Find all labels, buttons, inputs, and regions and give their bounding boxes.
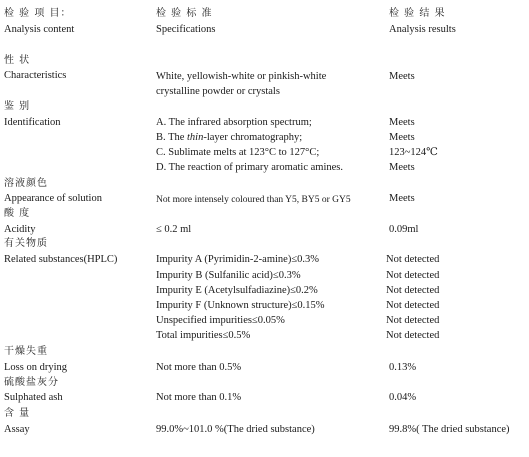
appearance-label-zh: 溶液颜色 xyxy=(4,178,48,189)
loss-on-drying-result: 0.13% xyxy=(389,362,417,373)
identification-result-c: 123~124℃ xyxy=(389,147,438,158)
acidity-label-zh: 酸 度 xyxy=(4,208,31,219)
characteristics-label-en: Characteristics xyxy=(4,70,67,81)
characteristics-label-zh: 性 状 xyxy=(4,55,31,66)
loss-on-drying-label-en: Loss on drying xyxy=(4,362,67,373)
sulphated-ash-result: 0.04% xyxy=(389,392,417,403)
related-spec-b: Impurity B (Sulfanilic acid)≤0.3% xyxy=(156,270,301,281)
related-spec-unspecified: Unspecified impurities≤0.05% xyxy=(156,315,285,326)
assay-label-zh: 含 量 xyxy=(4,408,31,419)
related-spec-e: Impurity E (Acetylsulfadiazine)≤0.2% xyxy=(156,285,318,296)
header-spec-zh: 检 验 标 准 xyxy=(156,8,213,19)
identification-spec-a: A. The infrared absorption spectrum; xyxy=(156,117,312,128)
sulphated-ash-spec: Not more than 0.1% xyxy=(156,392,242,403)
appearance-result: Meets xyxy=(389,193,415,204)
identification-label-en: Identification xyxy=(4,117,61,128)
characteristics-result: Meets xyxy=(389,71,415,82)
characteristics-spec-line1: White, yellowish-white or pinkish-white xyxy=(156,71,327,82)
header-result-en: Analysis results xyxy=(389,24,456,35)
identification-spec-c: C. Sublimate melts at 123°C to 127°C; xyxy=(156,147,320,158)
sulphated-ash-label-zh: 硫酸盐灰分 xyxy=(4,377,59,388)
header-spec-en: Specifications xyxy=(156,24,216,35)
related-spec-f: Impurity F (Unknown structure)≤0.15% xyxy=(156,300,325,311)
related-spec-total: Total impurities≤0.5% xyxy=(156,330,251,341)
characteristics-spec-line2: crystalline powder or crystals xyxy=(156,86,280,97)
acidity-result: 0.09ml xyxy=(389,224,419,235)
loss-on-drying-spec: Not more than 0.5% xyxy=(156,362,242,373)
identification-result-b: Meets xyxy=(389,132,415,143)
header-item-en: Analysis content xyxy=(4,24,75,35)
related-spec-a: Impurity A (Pyrimidin-2-amine)≤0.3% xyxy=(156,254,319,265)
identification-spec-b xyxy=(156,132,302,144)
related-label-zh: 有关物质 xyxy=(4,238,48,249)
identification-label-zh: 鉴 别 xyxy=(4,101,31,112)
identification-spec-d: D. The reaction of primary aromatic amines. xyxy=(156,162,343,173)
acidity-spec: ≤ 0.2 ml xyxy=(156,224,192,235)
related-result-total: Not detected xyxy=(386,330,440,341)
acidity-label-en: Acidity xyxy=(4,224,36,235)
identification-result-d: Meets xyxy=(389,162,415,173)
related-result-e: Not detected xyxy=(386,285,440,296)
assay-spec: 99.0%~101.0 %(The dried substance) xyxy=(156,424,315,435)
loss-on-drying-label-zh: 干燥失重 xyxy=(4,346,48,357)
related-label-en: Related substances(HPLC) xyxy=(4,254,118,265)
identification-spec-b-prefix: B. The xyxy=(156,132,188,143)
identification-spec-b-suffix: -layer chromatography; xyxy=(203,132,303,143)
related-result-unspecified: Not detected xyxy=(386,315,440,326)
assay-label-en: Assay xyxy=(4,424,30,435)
related-result-b: Not detected xyxy=(386,270,440,281)
identification-result-a: Meets xyxy=(389,117,415,128)
assay-result: 99.8%( The dried substance) xyxy=(389,424,510,435)
header-item-zh: 检 验 项 目： xyxy=(4,8,72,19)
identification-spec-b-italic: thin xyxy=(187,132,204,143)
related-result-a: Not detected xyxy=(386,254,440,265)
appearance-label-en: Appearance of solution xyxy=(4,193,102,204)
appearance-spec: Not more intensely coloured than Y5, BY5 or GY5 xyxy=(156,195,351,205)
sulphated-ash-label-en: Sulphated ash xyxy=(4,392,63,403)
header-result-zh: 检 验 结 果 xyxy=(389,8,446,19)
related-result-f: Not detected xyxy=(386,300,440,311)
